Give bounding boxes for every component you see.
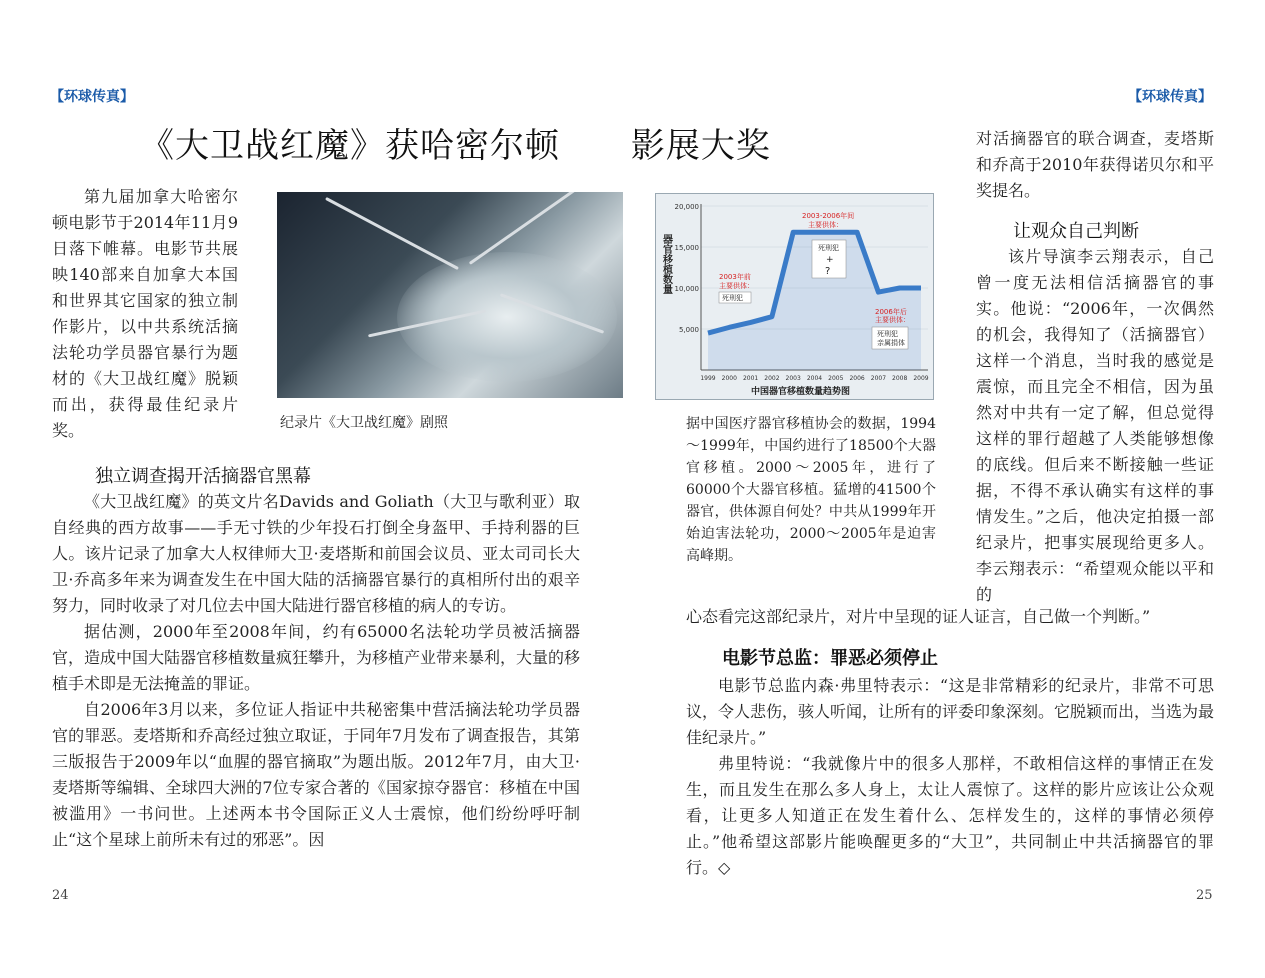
chart-caption: 据中国医疗器官移植协会的数据，1994～1999年，中国约进行了18500个大器官移植。2000～2005年，进行了60000个大器官移植。猛增的41500个器官，供体源自何处？中共从1999年开始迫害法轮功，2000～2005年是迫害高峰期。 — [686, 416, 936, 564]
surgery-light — [397, 252, 617, 382]
intro-text: 第九届加拿大哈密尔顿电影节于2014年11月9日落下帷幕。电影节共展映140部来自加拿大本国和世界其它国家的独立制作影片，以中共系统活摘法轮功学员器官暴行为题材的《大卫战红魔》脱颖而出，获得最佳纪录片奖。 — [52, 187, 238, 440]
paragraph: 电影节总监内森·弗里特表示：“这是非常精彩的纪录片，非常不可思议，令人悲伤，骇人听闻，让所有的评委印象深刻。它脱颖而出，当选为最佳纪录片。” — [686, 676, 1215, 747]
annotation-text: 主要供体： — [719, 282, 754, 290]
annotation-text: 主要供体： — [808, 221, 843, 229]
investigation-body — [52, 489, 580, 853]
y-tick-label: 5,000 — [678, 326, 699, 334]
paragraph: 心态看完这部纪录片，对片中呈现的证人证言，自己做一个判断。” — [686, 607, 1151, 626]
x-tick-label: 2006 — [849, 375, 865, 382]
paragraph: 弗里特说：“我就像片中的很多人那样，不敢相信这样的事情正在发生，而且发生在那么多人身上，太让人震惊了。这样的影片应该让公众观看，让更多人知道正在发生着什么、怎样发生的，这样的事情必须停止。”他希望这部影片能唤醒更多的“大卫”，共同制止中共活摘器官的罪行。◇ — [686, 754, 1214, 877]
annotation-text: 亲属捐体 — [877, 339, 905, 347]
x-tick-label: 2005 — [828, 375, 844, 382]
organ-transplant-chart — [655, 193, 934, 400]
paragraph: 该片导演李云翔表示，自己曾一度无法相信活摘器官的事实。他说：“2006年，一次偶然的机会，我得知了（活摘器官）这样一个消息，当时我的感觉是震惊，而且完全不相信，因为虽然对中共有一定了解，但总觉得这样的罪行超越了人类能够想像的底线。但后来不断接触一些证据，不得不承认确实有这样的事情发生。”之后，他决定拍摄一部纪录片，把事实展现给更多人。李云翔表示：“希望观众能以平和的 — [976, 247, 1214, 604]
annotation-text: 2003-2006年间 — [802, 212, 855, 220]
annotation-text: 主要供体： — [875, 316, 910, 324]
section-heading-director: 电影节总监：罪恶必须停止 — [722, 648, 938, 669]
section-heading-judge: 让观众自己判断 — [1013, 221, 1139, 242]
x-tick-label: 2000 — [721, 375, 737, 382]
paragraph: 对活摘器官的联合调查，麦塔斯和乔高于2010年获得诺贝尔和平奖提名。 — [976, 129, 1214, 200]
section-heading-investigation: 独立调查揭开活摘器官黑幕 — [95, 466, 311, 487]
paragraph: 《大卫战红魔》的英文片名Davids and Goliath（大卫与歌利亚）取自经典的西方故事——手无寸铁的少年投石打倒全身盔甲、手持利器的巨人。该片记录了加拿大人权律师大卫·麦塔斯和前国会议员、亚太司司长大卫·乔高多年来为调查发生在中国大陆的活摘器官暴行的真相所付出的艰辛努力，同时收录了对几位去中国大陆进行器官移植的病人的专访。 — [52, 492, 580, 615]
film-still-photo — [277, 192, 623, 398]
y-tick-label: 10,000 — [674, 285, 699, 293]
page-number-right: 25 — [1196, 888, 1213, 903]
judge-body-continued — [686, 604, 1214, 630]
annotation-text: 2003年前 — [719, 273, 751, 281]
x-tick-label: 2004 — [806, 375, 823, 382]
director-body — [686, 673, 1214, 881]
x-tick-label: 2009 — [913, 375, 929, 382]
paragraph: 据估测，2000年至2008年间，约有65000名法轮功学员被活摘器官，造成中国大陆器官移植数量疯狂攀升，为移植产业带来暴利，大量的移植手术即是无法掩盖的罪证。 — [52, 622, 581, 693]
annotation-text: 死刑犯 — [818, 244, 839, 252]
x-tick-label: 2003 — [785, 375, 801, 382]
x-tick-label: 1999 — [700, 375, 716, 382]
judge-body — [976, 244, 1214, 608]
annotation-text: ? — [825, 266, 831, 277]
x-tick-label: 2002 — [764, 375, 780, 382]
chart-title: 中国器官移植数量趋势图 — [751, 387, 851, 397]
annotation-text: + — [826, 255, 834, 265]
y-tick-label: 20,000 — [674, 203, 699, 211]
section-tag-right: 【环球传真】 — [1128, 89, 1212, 105]
intro-paragraph — [52, 184, 238, 444]
surgical-instrument — [325, 197, 459, 270]
annotation-text: 死刑犯 — [877, 330, 898, 338]
x-tick-label: 2001 — [742, 375, 759, 382]
annotation-text: 2006年后 — [875, 308, 907, 316]
paragraph: 自2006年3月以来，多位证人指证中共秘密集中营活摘法轮功学员器官的罪恶。麦塔斯和乔高经过独立取证，于同年7月发布了调查报告，其第三版报告于2009年以“血腥的器官摘取”为题出版。2012年7月，由大卫·麦塔斯等编辑、全球四大洲的7位专家合著的《国家掠夺器官：移植在中国被滥用》一书问世。上述两本书令国际正义人士震惊，他们纷纷呼吁制止“这个星球上前所未有过的邪恶”。因 — [52, 700, 580, 849]
right-column-intro — [976, 126, 1214, 204]
section-tag-left: 【环球传真】 — [50, 89, 134, 105]
x-tick-label: 2007 — [870, 375, 887, 382]
y-tick-label: 15,000 — [674, 244, 699, 252]
y-axis-label: 器官移植数量 — [660, 234, 672, 294]
page-number-left: 24 — [52, 888, 69, 903]
article-title: 《大卫战红魔》获哈密尔顿 影展大奖 — [140, 126, 771, 166]
photo-caption: 纪录片《大卫战红魔》剧照 — [280, 415, 448, 431]
chart-svg — [656, 194, 933, 399]
x-tick-label: 2008 — [892, 375, 908, 382]
annotation-text: 死刑犯 — [722, 294, 743, 302]
